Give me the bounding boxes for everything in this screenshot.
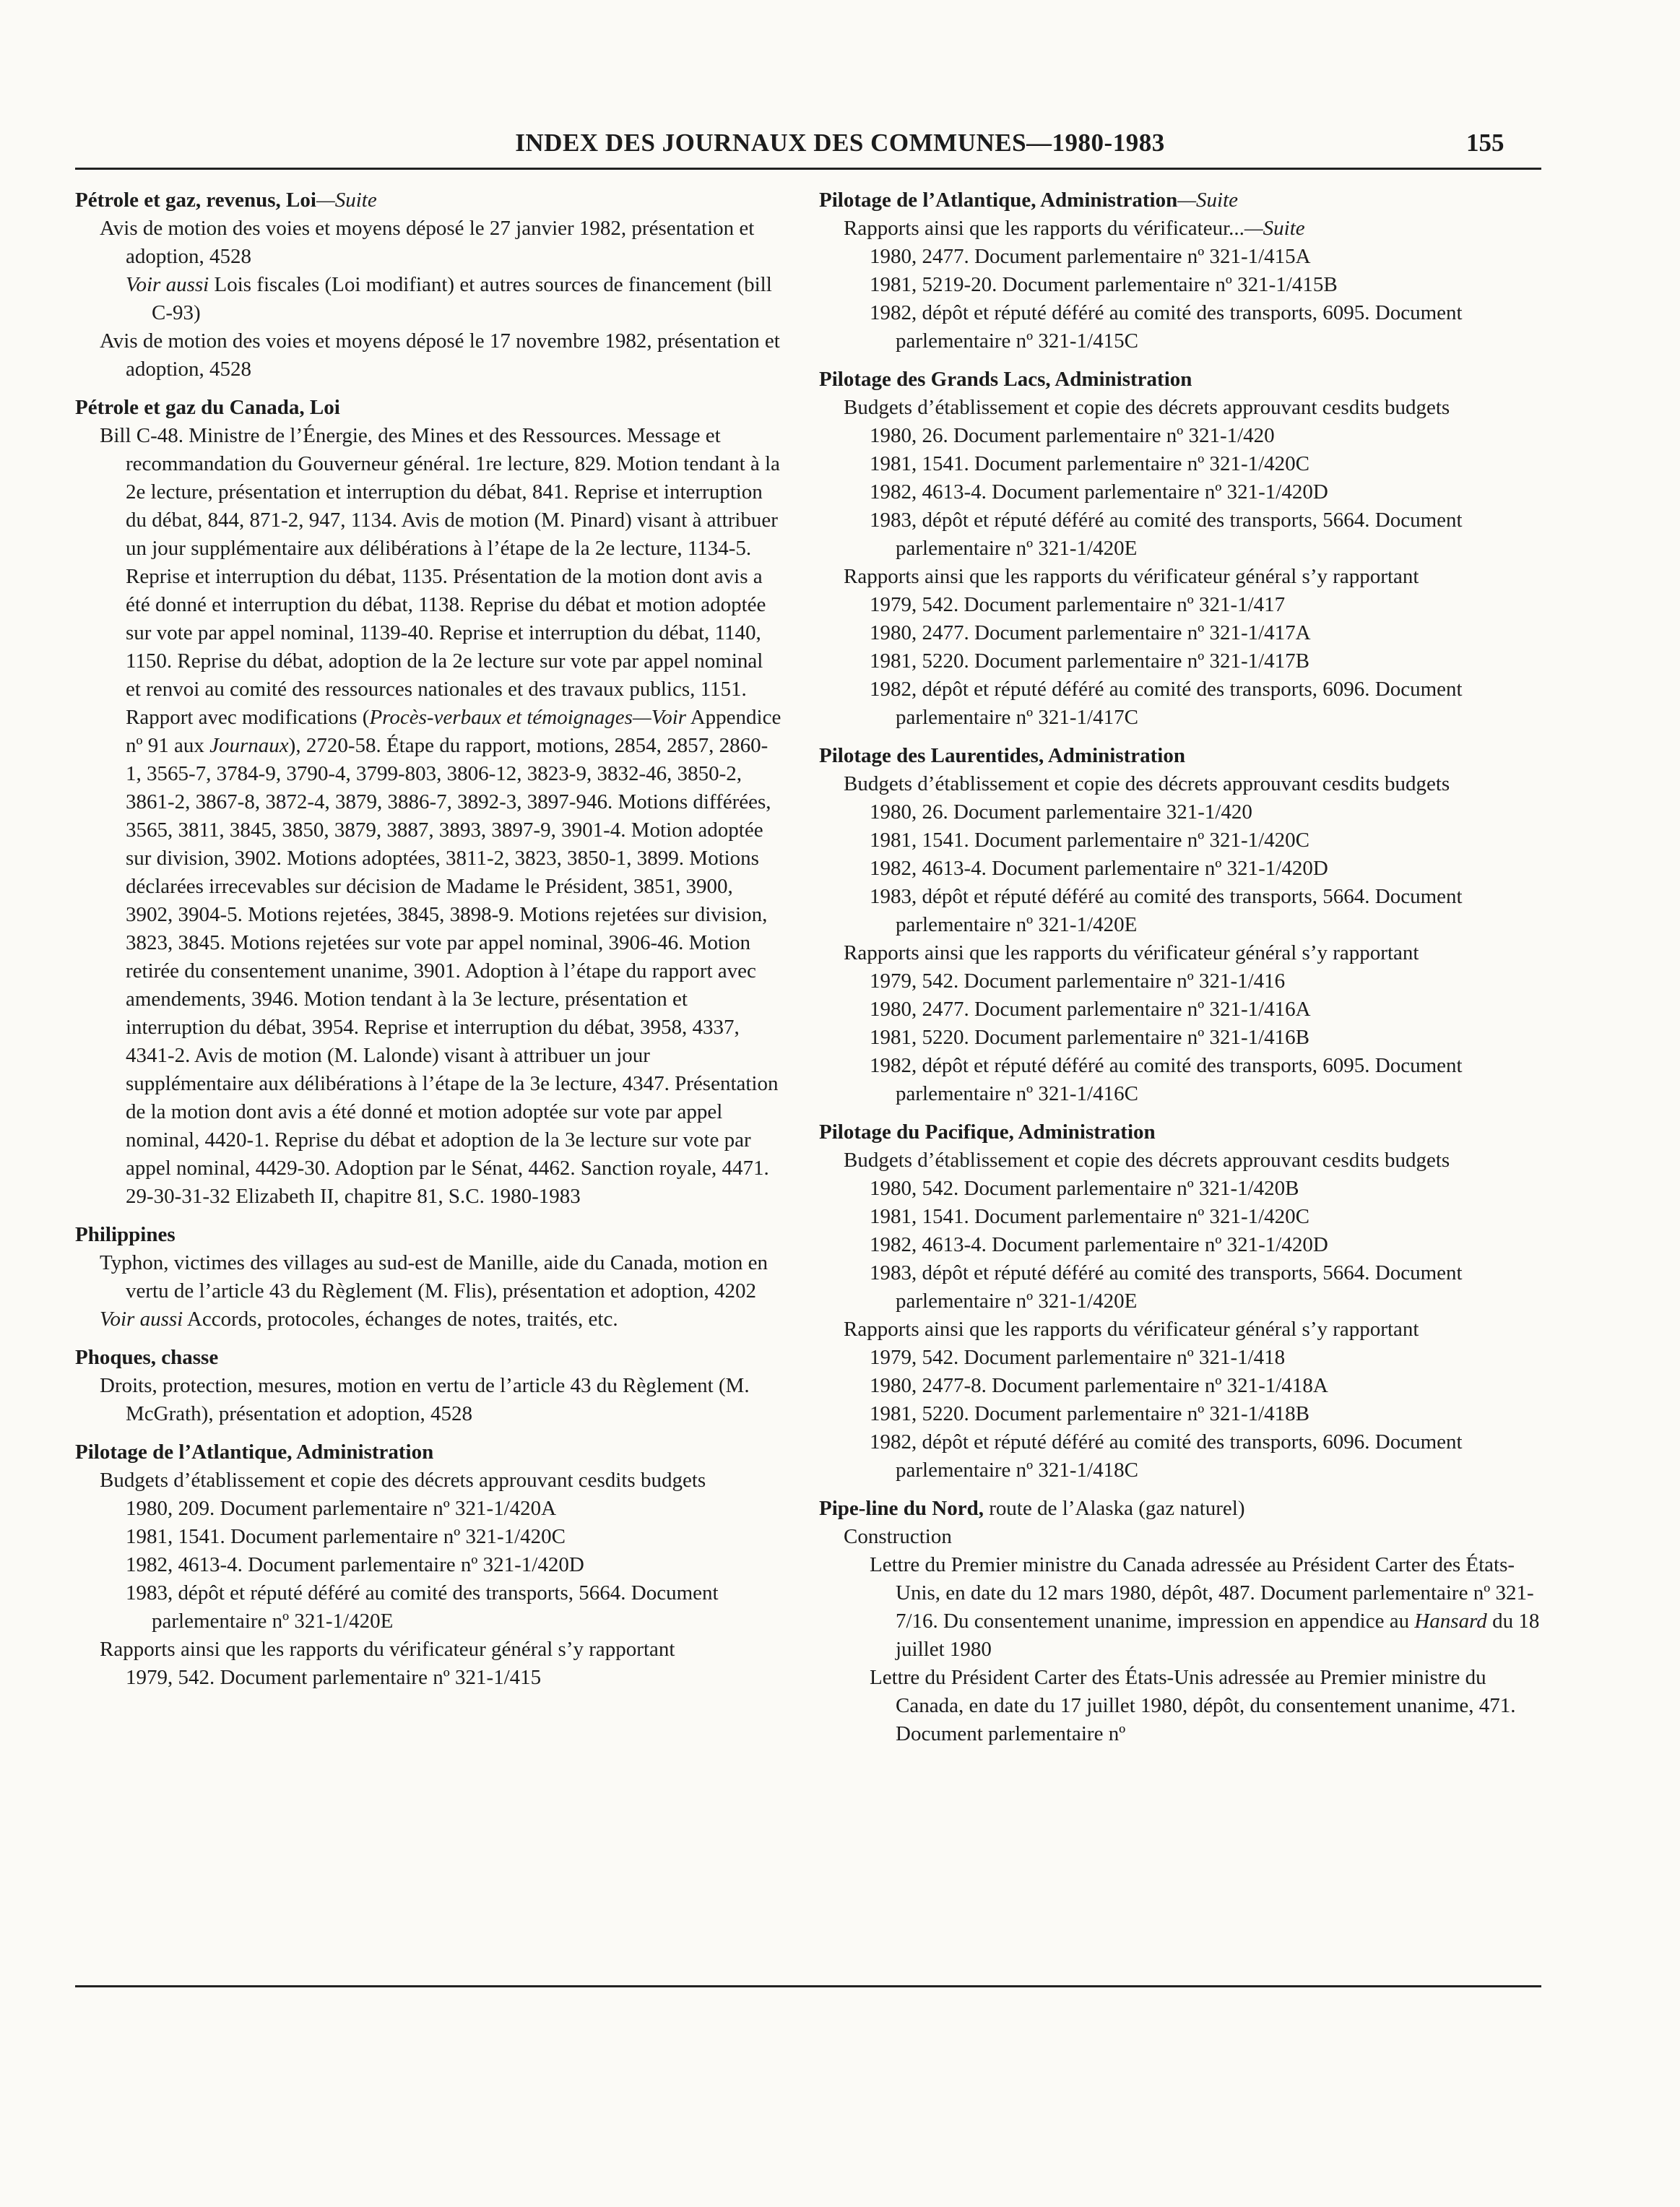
entry-subline: 1982, 4613-4. Document parlementaire nº 321-1/420D [126, 1553, 584, 1576]
index-entry [75, 394, 783, 1211]
cross-reference: Voir aussi Lois fiscales (Loi modifiant) et autres sources de financement (bill C-93) [126, 273, 772, 324]
entry-subline: 1979, 542. Document parlementaire nº 321-1/417 [870, 593, 1286, 616]
right-column [819, 186, 1541, 1758]
header-rule [75, 168, 1541, 170]
entry-subline: 1982, dépôt et réputé déféré au comité des transports, 6095. Document parlementaire nº 321-1/415C [870, 301, 1463, 353]
entry-subline: 1983, dépôt et réputé déféré au comité des transports, 5664. Document parlementaire nº 321-1/420E [126, 1581, 719, 1633]
entry-subline: 1979, 542. Document parlementaire nº 321-1/418 [870, 1346, 1286, 1369]
entry-heading: Pilotage du Pacifique, Administration [819, 1120, 1156, 1144]
entry-subline: 1979, 542. Document parlementaire nº 321-1/415 [126, 1666, 542, 1689]
entry-heading: Pétrole et gaz, revenus, Loi—Suite [75, 189, 377, 212]
entry-heading: Phoques, chasse [75, 1346, 219, 1369]
entry-subline: 1981, 5220. Document parlementaire nº 321-1/417B [870, 649, 1309, 673]
entry-subline: 1982, 4613-4. Document parlementaire nº 321-1/420D [870, 857, 1328, 880]
entry-subline: 1980, 2477. Document parlementaire nº 321-1/416A [870, 998, 1311, 1021]
index-entry [75, 1221, 783, 1334]
page-number: 155 [1466, 129, 1504, 157]
index-entry [819, 366, 1541, 732]
cross-reference: Voir aussi Accords, protocoles, échanges de notes, traités, etc. [100, 1308, 618, 1331]
page-header-title: INDEX DES JOURNAUX DES COMMUNES—1980-1983 [515, 129, 1165, 157]
entry-subline: 1981, 5220. Document parlementaire nº 321-1/418B [870, 1402, 1309, 1425]
index-entry [819, 742, 1541, 1108]
entry-line: Rapports ainsi que les rapports du vérificateur général s’y rapportant [844, 565, 1419, 588]
entry-subline: 1982, dépôt et réputé déféré au comité des transports, 6096. Document parlementaire nº 321-1/417C [870, 678, 1463, 729]
entry-subline: 1980, 2477. Document parlementaire nº 321-1/417A [870, 621, 1311, 644]
entry-subline: 1981, 1541. Document parlementaire nº 321-1/420C [870, 829, 1309, 852]
entry-subline: 1983, dépôt et réputé déféré au comité des transports, 5664. Document parlementaire nº 321-1/420E [870, 885, 1463, 936]
entry-line: Typhon, victimes des villages au sud-est de Manille, aide du Canada, motion en vertu de l’article 43 du Règlement (M. Flis), présentation et adoption, 4202 [100, 1251, 768, 1303]
entry-heading: Pilotage des Laurentides, Administration [819, 744, 1185, 767]
entry-heading: Pétrole et gaz du Canada, Loi [75, 396, 340, 419]
entry-subline: Lettre du Premier ministre du Canada adressée au Président Carter des États-Unis, en date du 12 mars 1980, dépôt, 487. Document parlementaire nº 321-7/16. Du consentement unanime, impression en appendice au Hansard du 18 juillet 1980 [870, 1553, 1540, 1661]
entry-subline: 1980, 26. Document parlementaire 321-1/420 [870, 800, 1252, 824]
entry-subline: 1982, dépôt et réputé déféré au comité des transports, 6096. Document parlementaire nº 321-1/418C [870, 1430, 1463, 1482]
entry-paragraph: Bill C-48. Ministre de l’Énergie, des Mines et des Ressources. Message et recommandation du Gouverneur général. 1re lecture, 829. Motion tendant à la 2e lecture, présentation et interruption du débat, 841. Reprise et interruption du débat, 844, 871-2, 947, 1134. Avis de motion (M. Pinard) visant à attribuer un jour supplémentaire aux délibérations à l’étape de la 2e lecture, 1134-5. Reprise et interruption du débat, 1135. Présentation de la motion dont avis a été donné et interruption du débat, 1138. Reprise du débat et motion adoptée sur vote par appel nominal, 1139-40. Reprise et interruption du débat, 1140, 1150. Reprise du débat, adoption de la 2e lecture sur vote par appel nominal et renvoi au comité des ressources nationales et des travaux publics, 1151. Rapport avec modifications (Procès-verbaux et témoignages—Voir Appendice nº 91 aux Journaux), 2720-58. Étape du rapport, motions, 2854, 2857, 2860-1, 3565-7, 3784-9, 3790-4, 3799-803, 3806-12, 3823-9, 3832-46, 3850-2, 3861-2, 3867-8, 3872-4, 3879, 3886-7, 3892-3, 3897-946. Motions différées, 3565, 3811, 3845, 3850, 3879, 3887, 3893, 3897-9, 3901-4. Motion adoptée sur division, 3902. Motions adoptées, 3811-2, 3823, 3850-1, 3899. Motions déclarées irrecevables sur décision de Madame le Président, 3851, 3900, 3902, 3904-5. Motions rejetées, 3845, 3898-9. Motions rejetées sur division, 3823, 3845. Motions rejetées sur vote par appel nominal, 3906-46. Motion retirée du consentement unanime, 3901. Adoption à l’étape du rapport avec amendements, 3946. Motion tendant à la 3e lecture, présentation et interruption du débat, 3954. Reprise et interruption du débat, 3958, 4337, 4341-2. Avis de motion (M. Lalonde) visant à attribuer un jour supplémentaire aux délibérations à l’étape de la 3e lecture, 4347. Présentation de la motion dont avis a été donné et motion adoptée sur vote par appel nominal, 4420-1. Reprise du débat et adoption de la 3e lecture sur vote par appel nominal, 4429-30. Adoption par le Sénat, 4462. Sanction royale, 4471. 29-30-31-32 Elizabeth II, chapitre 81, S.C. 1980-1983 [100, 424, 781, 1208]
entry-line: Droits, protection, mesures, motion en vertu de l’article 43 du Règlement (M. McGrath), présentation et adoption, 4528 [100, 1374, 750, 1425]
index-entry [819, 1495, 1541, 1748]
entry-subline: 1980, 26. Document parlementaire nº 321-1/420 [870, 424, 1275, 447]
entry-subline: 1980, 542. Document parlementaire nº 321-1/420B [870, 1177, 1299, 1200]
index-entry [819, 186, 1541, 355]
entry-subline: 1980, 2477. Document parlementaire nº 321-1/415A [870, 245, 1311, 268]
entry-subline: 1980, 2477-8. Document parlementaire nº 321-1/418A [870, 1374, 1328, 1397]
left-column [75, 186, 783, 1702]
entry-subline: Lettre du Président Carter des États-Unis adressée au Premier ministre du Canada, en date du 17 juillet 1980, dépôt, du consentement unanime, 471. Document parlementaire nº [870, 1666, 1516, 1745]
index-entry [75, 1438, 783, 1692]
entry-subline: 1981, 5219-20. Document parlementaire nº 321-1/415B [870, 273, 1338, 296]
index-entry [75, 186, 783, 384]
entry-subline: 1982, 4613-4. Document parlementaire nº 321-1/420D [870, 1233, 1328, 1256]
entry-line: Construction [844, 1525, 952, 1548]
entry-subline: 1982, 4613-4. Document parlementaire nº 321-1/420D [870, 480, 1328, 504]
entry-subline: 1981, 1541. Document parlementaire nº 321-1/420C [870, 452, 1309, 475]
entry-subline: 1981, 5220. Document parlementaire nº 321-1/416B [870, 1026, 1309, 1049]
entry-heading: Philippines [75, 1223, 176, 1246]
entry-line: Rapports ainsi que les rapports du vérificateur général s’y rapportant [844, 1318, 1419, 1341]
entry-heading: Pilotage de l’Atlantique, Administration [75, 1441, 434, 1464]
entry-heading: Pilotage de l’Atlantique, Administration—Suite [819, 189, 1239, 212]
entry-line: Rapports ainsi que les rapports du vérificateur général s’y rapportant [844, 941, 1419, 964]
entry-subline: 1981, 1541. Document parlementaire nº 321-1/420C [870, 1205, 1309, 1228]
entry-heading: Pilotage des Grands Lacs, Administration [819, 368, 1192, 391]
entry-subline: 1979, 542. Document parlementaire nº 321-1/416 [870, 969, 1286, 993]
entry-heading: Pipe-line du Nord, route de l’Alaska (gaz naturel) [819, 1497, 1245, 1520]
entry-line: Avis de motion des voies et moyens déposé le 27 janvier 1982, présentation et adoption, 4528 [100, 217, 755, 268]
entry-line: Budgets d’établissement et copie des décrets approuvant cesdits budgets [844, 772, 1450, 795]
entry-line: Budgets d’établissement et copie des décrets approuvant cesdits budgets [844, 396, 1450, 419]
entry-subline: 1983, dépôt et réputé déféré au comité des transports, 5664. Document parlementaire nº 321-1/420E [870, 509, 1463, 560]
entry-subline: 1983, dépôt et réputé déféré au comité des transports, 5664. Document parlementaire nº 321-1/420E [870, 1261, 1463, 1313]
index-entry [75, 1344, 783, 1428]
index-entry [819, 1118, 1541, 1485]
entry-subline: 1981, 1541. Document parlementaire nº 321-1/420C [126, 1525, 566, 1548]
entry-line: Budgets d’établissement et copie des décrets approuvant cesdits budgets [844, 1149, 1450, 1172]
entry-line: Rapports ainsi que les rapports du vérificateur...—Suite [844, 217, 1305, 240]
entry-line: Avis de motion des voies et moyens déposé le 17 novembre 1982, présentation et adoption, 4528 [100, 329, 780, 381]
entry-subline: 1980, 209. Document parlementaire nº 321-1/420A [126, 1497, 557, 1520]
entry-line: Rapports ainsi que les rapports du vérificateur général s’y rapportant [100, 1638, 675, 1661]
footer-rule [75, 1985, 1541, 1987]
entry-subline: 1982, dépôt et réputé déféré au comité des transports, 6095. Document parlementaire nº 321-1/416C [870, 1054, 1463, 1105]
entry-line: Budgets d’établissement et copie des décrets approuvant cesdits budgets [100, 1469, 706, 1492]
